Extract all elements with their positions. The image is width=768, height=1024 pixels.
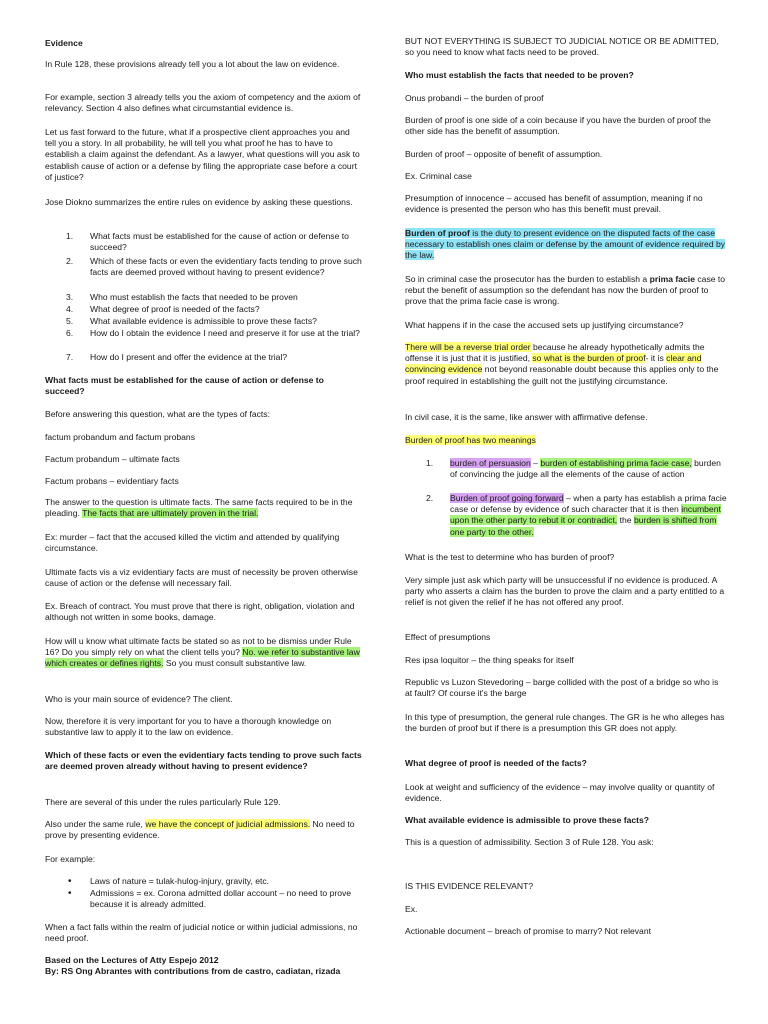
paragraph: In civil case, it is the same, like answer with affirmative defense. xyxy=(405,412,648,422)
paragraph: factum probandum and factum probans xyxy=(45,432,196,442)
bullet-icon: • xyxy=(68,876,72,887)
paragraph: Presumption of innocence – accused has benefit of assumption, meaning if no evidence is presented the person who has this benefit must prevail. xyxy=(405,193,703,215)
highlight: clear and convincing evidence xyxy=(405,353,702,375)
paragraph: IS THIS EVIDENCE RELEVANT? xyxy=(405,881,534,891)
paragraph: Factum probandum – ultimate facts xyxy=(45,454,180,464)
paragraph: So in criminal case the prosecutor has the burden to establish a prima facie case to rebut the benefit of assumption so the defendant has now the burden of proof to prove that the prima facie case is wrong. xyxy=(405,274,726,307)
highlight: burden of persuasion xyxy=(450,458,531,468)
paragraph: Republic vs Luzon Stevedoring – barge collided with the post of a bridge so who is at fault? Of course it's the barge xyxy=(405,677,719,699)
highlight: we have the concept of judicial admissions. xyxy=(145,819,311,829)
paragraph: Factum probans – evidentiary facts xyxy=(45,476,179,486)
section-heading: Which of these facts or even the evidentiary facts tending to prove such facts are deemed proven already without having to present evidence? xyxy=(45,750,362,772)
paragraph: Let us fast forward to the future, what if a prospective client approaches you and tell you a story. In all probability, he will tell you what proof he has to have to establish a claim against the defendant. As a lawyer, what questions will you ask to establish cause of action or a defense by filing the appropriate case before a court of justice? xyxy=(45,127,360,182)
section-heading: What facts must be established for the cause of action or defense to succeed? xyxy=(45,375,324,397)
doc-title: Evidence xyxy=(45,38,83,48)
paragraph: When a fact falls within the realm of judicial notice or within judicial admissions, no need proof. xyxy=(45,922,358,944)
highlight: Burden of proof xyxy=(405,228,470,238)
highlight: incumbent upon the other party to rebut it or contradict, xyxy=(450,504,721,526)
highlight: is the duty to present evidence on the disputed facts of the case necessary to establish ones claim or defense by the amount of evidence required by the law. xyxy=(405,228,726,261)
paragraph: For example, section 3 already tells you the axiom of competency and the axiom of relevancy. Section 4 also defines what circumstantial evidence is. xyxy=(45,92,361,114)
paragraph: BUT NOT EVERYTHING IS SUBJECT TO JUDICIAL NOTICE OR BE ADMITTED, so you need to know what facts need to be proved. xyxy=(405,36,719,58)
paragraph: Jose Diokno summarizes the entire rules on evidence by asking these questions. xyxy=(45,197,353,207)
highlight: No. we refer to substantive law which creates or defines rights. xyxy=(45,647,360,669)
paragraph: This is a question of admissibility. Section 3 of Rule 128. You ask: xyxy=(405,837,654,847)
paragraph: For example: xyxy=(45,854,96,864)
paragraph: Ex. Breach of contract. You must prove that there is right, obligation, violation and although not written in some books, damage. xyxy=(45,601,355,623)
paragraph xyxy=(405,228,727,262)
paragraph: Res ipsa loquitor – the thing speaks for itself xyxy=(405,655,574,665)
bullet-icon: • xyxy=(68,888,72,899)
paragraph: In Rule 128, these provisions already tell you a lot about the law on evidence. xyxy=(45,59,340,69)
highlight: burden of establishing prima facie case, xyxy=(540,458,692,468)
paragraph: Before answering this question, what are the types of facts: xyxy=(45,409,270,419)
paragraph: Who is your main source of evidence? The client. xyxy=(45,694,233,704)
paragraph: In this type of presumption, the general rule changes. The GR is he who alleges has the burden of proof but if there is a presumption this GR does not apply. xyxy=(405,712,725,734)
paragraph xyxy=(405,435,727,446)
highlight: so what is the burden of proof xyxy=(532,353,646,364)
paragraph: Now, therefore it is very important for you to have a thorough knowledge on substantive law to apply it to the law on evidence. xyxy=(45,716,332,738)
highlight: Burden of proof has two meanings xyxy=(405,435,536,445)
paragraph: Actionable document – breach of promise to marry? Not relevant xyxy=(405,926,652,936)
document-page: Evidence In Rule 128, these provisions already tell you a lot about the law on evidence. For example, section 3 already tells you the axiom of competency and the axiom of relevancy. Section 4 also defines what circumstantial evidence is. Let us fast forward to the future, what if a prospective client approaches you and tell you a story. In all probability, he will tell you what proof he has to have to establish a claim against the defendant. As a lawyer, what questions will you ask to establish cause of action or a defense by filing the appropriate case before a court of justice? Jose Diokno summarizes the entire rules on evidence by asking these questions. 1. What facts must be established for the cause of action or defense to succeed? 2. Which of these facts or even the evidentiary facts tending to prove such facts are deemed proved without having to present evidence? 3. Who must establish the facts that needed to be proven 4. What degree of proof is needed of the facts? 5. What available evidence is admissible to prove these facts? 6. How do I obtain the evidence I need and preserve it for use at the trial? 7. How do I present and offer the evidence at the trial? What facts must be established for the cause of action or defense to succeed? Before answering this question, what are the types of facts: factum probandum and factum probans Factum probandum – ultimate facts Factum probans – evidentiary facts The answer to the question is ultimate facts. The same facts required to be in the pleading. The facts that are ultimately proven in the trial. Ex: murder – fact that the accused killed the victim and attended by qualifying circumstance. Ultimate facts vis a viz evidentiary facts are must of necessity be proven otherwise cause of action or the defense will necessary fail. Ex. Breach of contract. You must prove that there is right, obligation, violation and although not written in some books, damage. How will u know what ultimate facts be stated so as not to be dismiss under Rule 16? Do you simply rely on what the client tells you? No. we refer to substantive law which creates or defines rights. So you must consult substantive law. Who is your main source of evidence? The client. Now, therefore it is very important for you to have a thorough knowledge on substantive law to apply it to the law on evidence. Which of these facts or even the evidentiary facts tending to prove such facts are deemed proven already without having to present evidence? There are several of this under the rules particularly Rule 129. Also under the same rule, we have the concept of judicial admissions. No need to prove by presenting evidence. For example: • Laws of nature = tulak-hulog-injury, gravity, etc. • Admissions = ex. Corona admitted dollar account – no need to prove because it is already admitted. When a fact falls within the realm of judicial notice or within judicial admissions, no need proof. Based on the Lectures of Atty Espejo 2012 By: RS Ong Abrantes with contributions from de castro, cadiatan, rizada BUT NOT EVERYTHING IS SUBJECT TO JUDICIAL NOTICE OR BE ADMITTED, so you need to know what facts need to be proved. Who must establish the facts that needed to be proven? Onus probandi – the burden of proof Burden of proof is one side of a coin because if you have the burden of proof the other side has the benefit of assumption. Burden of proof – opposite of benefit of assumption. Ex. Criminal case Presumption of innocence – accused has benefit of assumption, meaning if no evidence is presented the person who has this benefit must prevail. Burden of proof is the duty to present evidence on the disputed facts of the case necessary to establish ones claim or defense by the amount of evidence required by the law. So in criminal case the prosecutor has the burden to establish a prima facie case to rebut the benefit of assumption so the defendant has now the burden of proof to prove that the prima facie case is wrong. What happens if in the case the accused sets up justifying circumstance? There will be a reverse trial order because he already hypothetically admits the offense it is just that it is justified, so what is the burden of proof- it is clear and convincing evidence not beyond reasonable doubt because this applies only to the proof required in establishing the guilt not the justifying circumstance. In civil case, it is the same, like answer with affirmative defense. Burden of proof has two meanings 1. burden of persuasion – burden of establishing prima facie case, burden of convincing the judge all the elements of the cause of action 2. Burden of proof going forward – when a party has establish a prima facie case or defense by evidence of such character that it is then incumbent upon the other party to rebut it or contradict, the burden is shifted from one party to the other. What is the test to determine who has burden of proof? Very simple just ask which party will be unsuccessful if no evidence is produced. A party who asserts a claim has the burden to prove the claim and a party entitled to a relief is not given the relief if he has not offered any proof. Effect of presumptions Res ipsa loquitor – the thing speaks for itself Republic vs Luzon Stevedoring – barge collided with the post of a bridge so who is at fault? Of course it's the barge In this type of presumption, the general rule changes. The GR is he who alleges has the burden of proof but if there is a presumption this GR does not apply. What degree of proof is needed of the facts? Look at weight and sufficiency of the evidence – may involve quality or quantity of evidence. What available evidence is admissible to prove these facts? This is a question of admissibility. Section 3 of Rule 128. You ask: IS THIS EVIDENCE RELEVANT? Ex. Actionable document – breach of promise to marry? Not relevant xyxy=(45,36,727,976)
section-heading: What degree of proof is needed of the facts? xyxy=(405,758,587,768)
footer-credits: Based on the Lectures of Atty Espejo 2012 By: RS Ong Abrantes with contributions from de castro, cadiatan, rizada xyxy=(45,955,341,976)
paragraph: What is the test to determine who has burden of proof? xyxy=(405,552,615,562)
paragraph: Effect of presumptions xyxy=(405,632,491,642)
paragraph: Ex. xyxy=(405,904,418,914)
paragraph: Ex. Criminal case xyxy=(405,171,472,181)
paragraph: The answer to the question is ultimate facts. The same facts required to be in the pleading. The facts that are ultimately proven in the trial. xyxy=(45,497,353,519)
paragraph: Burden of proof is one side of a coin because if you have the burden of proof the other side has the benefit of assumption. xyxy=(405,115,711,137)
paragraph: Look at weight and sufficiency of the evidence – may involve quality or quantity of evidence. xyxy=(405,782,715,804)
paragraph: What happens if in the case the accused sets up justifying circumstance? xyxy=(405,320,684,330)
paragraph: There will be a reverse trial order because he already hypothetically admits the offense it is just that it is justified, so what is the burden of proof- it is clear and convincing evidence not beyond reasonable doubt because this applies only to the proof required in establishing the guilt not the justifying circumstance. xyxy=(405,342,719,386)
paragraph: Ultimate facts vis a viz evidentiary facts are must of necessity be proven otherwise cause of action or the defense will necessary fail. xyxy=(45,567,358,589)
paragraph: Onus probandi – the burden of proof xyxy=(405,93,544,103)
paragraph: Ex: murder – fact that the accused killed the victim and attended by qualifying circumstance. xyxy=(45,532,340,554)
paragraph: How will u know what ultimate facts be stated so as not to be dismiss under Rule 16? Do you simply rely on what the client tells you? No. we refer to substantive law which creates or defines rights. So you must consult substantive law. xyxy=(45,636,360,669)
paragraph: Very simple just ask which party will be unsuccessful if no evidence is produced. A party who asserts a claim has the burden to prove the claim and a party entitled to a relief is not given the relief if he has not offered any proof. xyxy=(405,575,725,608)
section-heading: Who must establish the facts that needed to be proven? xyxy=(405,70,634,80)
paragraph: Burden of proof – opposite of benefit of assumption. xyxy=(405,149,603,159)
paragraph: Also under the same rule, we have the concept of judicial admissions. No need to prove by presenting evidence. xyxy=(45,819,355,841)
section-heading: What available evidence is admissible to prove these facts? xyxy=(405,815,650,825)
paragraph: There are several of this under the rules particularly Rule 129. xyxy=(45,797,281,807)
highlight: Burden of proof going forward xyxy=(450,493,564,503)
highlight: burden is shifted from one party to the other. xyxy=(450,515,717,537)
highlight: There will be a reverse trial order xyxy=(405,342,531,352)
highlight: The facts that are ultimately proven in the trial. xyxy=(82,508,259,519)
